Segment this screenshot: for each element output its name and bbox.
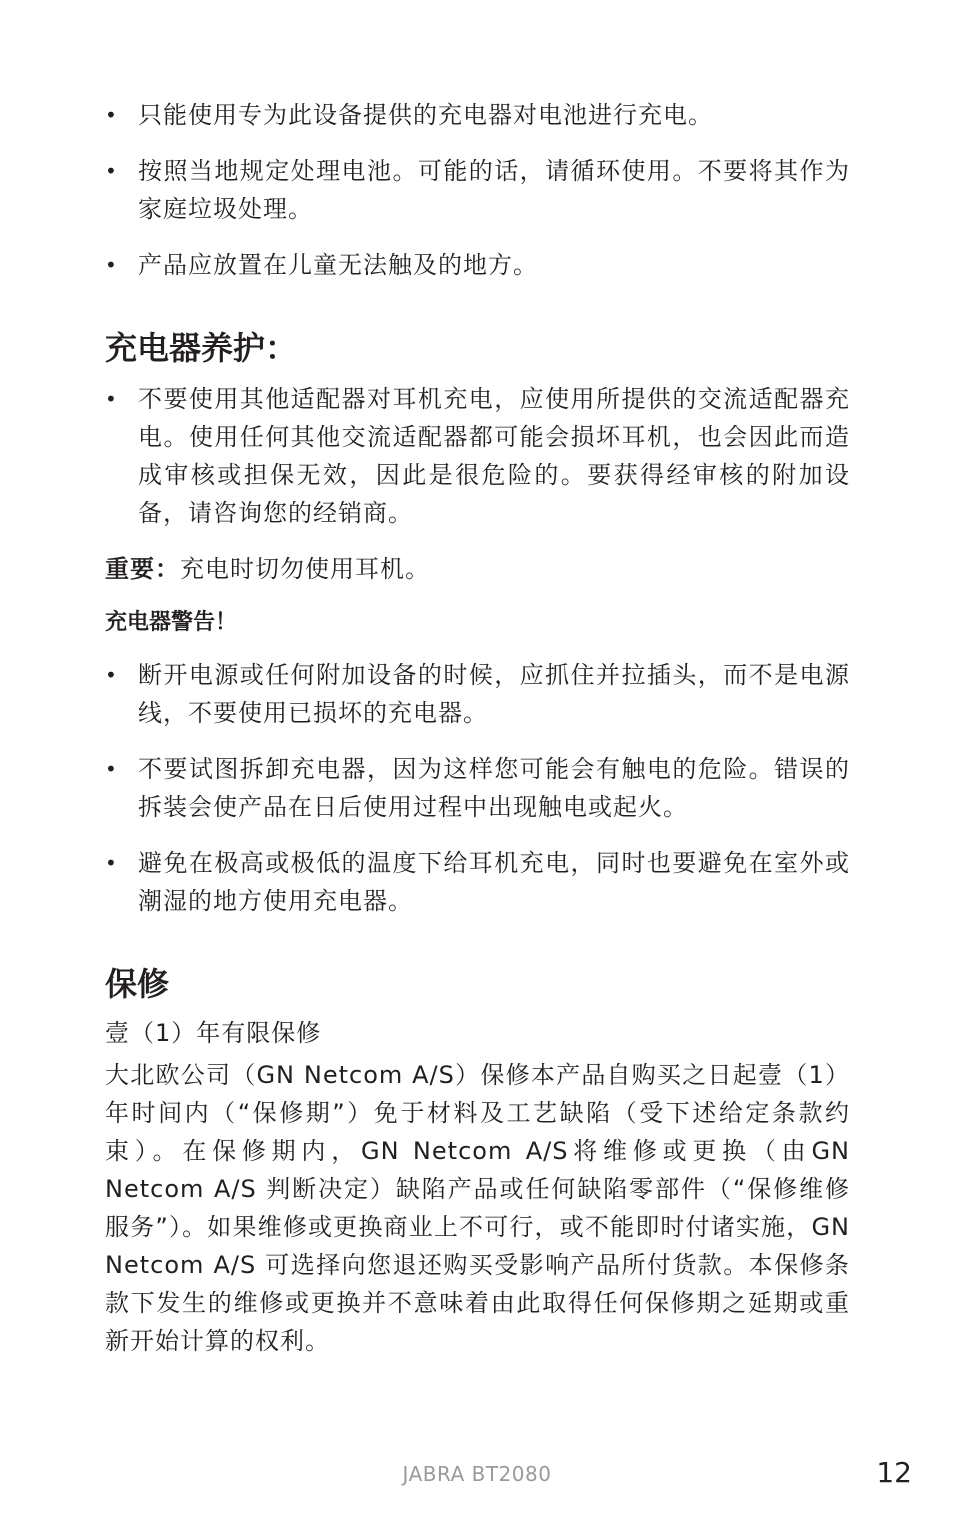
bullet-icon: •: [105, 159, 118, 183]
important-label: 重要：: [105, 555, 180, 583]
list-item-text: 避免在极高或极低的温度下给耳机充电，同时也要避免在室外或潮湿的地方使用充电器。: [138, 849, 850, 915]
battery-list: [105, 96, 850, 284]
bullet-icon: •: [105, 387, 118, 411]
bullet-icon: •: [105, 253, 118, 277]
list-item-text: 按照当地规定处理电池。可能的话，请循环使用。不要将其作为家庭垃圾处理。: [138, 157, 850, 223]
list-item: [105, 246, 850, 284]
list-item: [105, 96, 850, 134]
list-item-text: 不要试图拆卸充电器，因为这样您可能会有触电的危险。错误的拆装会使产品在日后使用过程中出现触电或起火。: [138, 755, 850, 821]
bullet-icon: •: [105, 663, 118, 687]
page-number: 12: [876, 1456, 912, 1489]
footer-product-name: JABRA BT2080: [402, 1462, 552, 1486]
charger-care-list: [105, 380, 850, 532]
list-item-text: 断开电源或任何附加设备的时候，应抓住并拉插头，而不是电源线，不要使用已损坏的充电器。: [138, 661, 850, 727]
list-item: [105, 152, 850, 228]
important-note: [105, 550, 850, 588]
bullet-icon: •: [105, 851, 118, 875]
warranty-heading: 保修: [105, 965, 170, 1003]
page-content: [105, 96, 850, 1360]
charger-care-heading: 充电器养护：: [105, 329, 298, 367]
list-item: [105, 656, 850, 732]
list-item: [105, 750, 850, 826]
charger-warning-heading: 充电器警告！: [105, 610, 238, 635]
charger-warning-list: [105, 656, 850, 920]
bullet-icon: •: [105, 757, 118, 781]
warranty-subtitle: 壹（1）年有限保修: [105, 1019, 322, 1047]
important-text: 充电时切勿使用耳机。: [180, 555, 430, 583]
list-item: [105, 844, 850, 920]
list-item-text: 产品应放置在儿童无法触及的地方。: [138, 251, 538, 279]
bullet-icon: •: [105, 103, 118, 127]
list-item: [105, 380, 850, 532]
list-item-text: 不要使用其他适配器对耳机充电，应使用所提供的交流适配器充电。使用任何其他交流适配器都可能会损坏耳机，也会因此而造成审核或担保无效，因此是很危险的。要获得经审核的附加设备，请咨询您的经销商。: [138, 385, 850, 527]
warranty-body: 大北欧公司（GN Netcom A/S）保修本产品自购买之日起壹（1）年时间内（“保修期”）免于材料及工艺缺陷（受下述给定条款约束）。在保修期内，GN Netcom A/S将维修或更换（由GN Netcom A/S 判断决定）缺陷产品或任何缺陷零部件（“保修维修服务”）。如果维修或更换商业上不可行，或不能即时付诸实施，GN Netcom A/S 可选择向您退还购买受影响产品所付货款。本保修条款下发生的维修或更换并不意味着由此取得任何保修期之延期或重新开始计算的权利。: [105, 1061, 850, 1355]
list-item-text: 只能使用专为此设备提供的充电器对电池进行充电。: [138, 101, 713, 129]
